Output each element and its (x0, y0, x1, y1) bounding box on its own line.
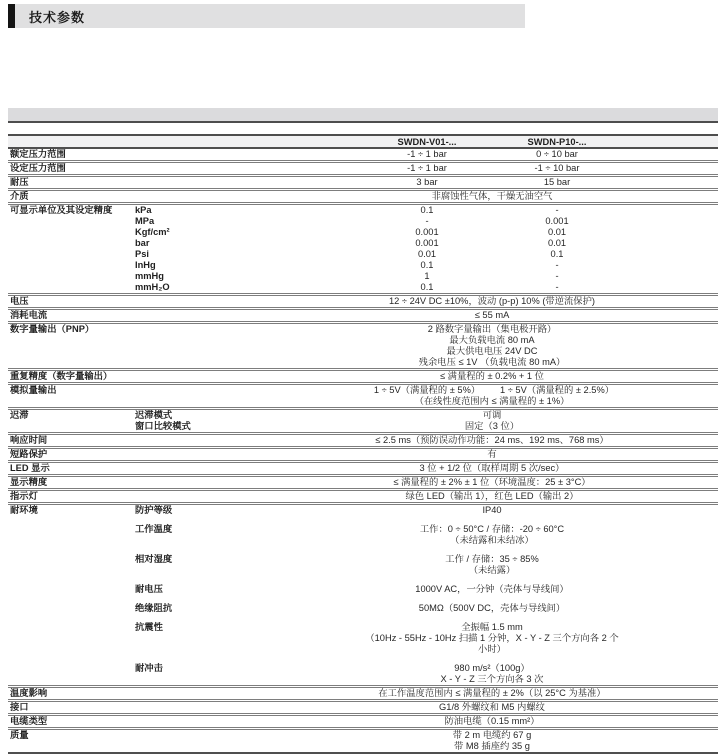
sub-row (135, 716, 718, 727)
value-line: 980 m/s²（100g） (454, 663, 530, 673)
value-span (362, 310, 622, 321)
sub-row (135, 296, 718, 307)
row-values (135, 491, 718, 502)
value-span (362, 716, 622, 727)
value-line: IP40 (482, 505, 502, 515)
row-values (135, 385, 718, 407)
sub-row (135, 238, 718, 249)
value-span (362, 524, 622, 546)
row-sublabel: 耐冲击 (135, 663, 163, 673)
sub-row (135, 603, 718, 614)
row-label: 介质 (10, 191, 29, 201)
value-cell: - (555, 282, 559, 292)
table-row (8, 688, 718, 702)
value-cell: -1 ÷ 1 bar (407, 149, 447, 159)
row-values (135, 730, 718, 752)
row-sublabel: mmH₂O (135, 282, 170, 292)
value-line: X - Y - Z 三个方向各 3 次 (440, 674, 544, 684)
row-values (135, 205, 718, 293)
table-row (8, 205, 718, 296)
value-cell: 1 ÷ 5V（满量程的 ± 5%） (373, 385, 481, 395)
row-label: 短路保护 (10, 449, 48, 459)
row-sublabel: 工作温度 (135, 524, 173, 534)
table-row (8, 191, 718, 205)
row-values (135, 163, 718, 174)
table-row (8, 149, 718, 163)
table-row (8, 410, 718, 435)
row-sublabel: 迟滞模式 (135, 410, 173, 420)
row-values (135, 505, 718, 685)
value-line: 防油电缆（0.15 mm²） (444, 716, 540, 726)
row-values (135, 702, 718, 713)
sub-row (135, 163, 718, 174)
row-label: 电缆类型 (10, 716, 48, 726)
sub-row (135, 385, 718, 407)
value-span (362, 603, 622, 614)
value-line: （在线性度范围内 ≤ 满量程的 ± 1%） (414, 396, 570, 406)
value-line: 有 (487, 449, 497, 459)
value-cell: 0.1 (550, 249, 564, 259)
value-cell: 0.1 (420, 260, 434, 270)
row-label: 重复精度（数字量输出） (10, 371, 113, 381)
value-cell: 0.001 (415, 227, 439, 237)
row-label: 耐环境 (10, 505, 38, 515)
spec-table-body (8, 149, 718, 754)
sub-row (135, 477, 718, 488)
value-span (362, 505, 622, 516)
sub-row (135, 227, 718, 238)
row-label: 消耗电流 (10, 310, 48, 320)
value-line: ≤ 满量程的 ± 0.2% + 1 位 (440, 371, 544, 381)
table-row (8, 385, 718, 410)
sub-row (135, 421, 718, 432)
value-cell: -1 ÷ 10 bar (534, 163, 580, 173)
table-row (8, 463, 718, 477)
value-cell: 15 bar (543, 177, 571, 187)
sub-row (135, 410, 718, 421)
value-line: 1000V AC，一分钟（壳体与导线间） (415, 584, 569, 594)
sub-row (135, 554, 718, 576)
table-header-row (8, 136, 718, 149)
sub-row (135, 260, 718, 271)
row-sublabel: 窗口比较模式 (135, 421, 191, 431)
value-span (362, 191, 622, 202)
sub-row (135, 688, 718, 699)
table-row (8, 449, 718, 463)
row-sublabel: Psi (135, 249, 149, 259)
row-values (135, 191, 718, 202)
row-sublabel: 绝缘阻抗 (135, 603, 173, 613)
title-accent-bar (8, 4, 15, 28)
value-line: 工作：0 ÷ 50°C / 存储：-20 ÷ 60°C (419, 524, 565, 534)
value-span (362, 410, 622, 421)
sub-row (135, 524, 718, 546)
value-span (362, 296, 622, 307)
value-line: 12 ÷ 24V DC ±10%，波动 (p-p) 10% (带逆流保护) (388, 296, 595, 306)
value-span (362, 622, 622, 655)
sub-row (135, 449, 718, 460)
row-label: 指示灯 (10, 491, 38, 501)
value-cell: - (555, 260, 559, 270)
value-line: 最大供电电压 24V DC (446, 346, 538, 356)
section-title-bar (8, 4, 525, 28)
value-line: 全振幅 1.5 mm (461, 622, 523, 632)
row-values (135, 716, 718, 727)
sub-row (135, 216, 718, 227)
row-label: 接口 (10, 702, 29, 712)
row-label: 可显示单位及其设定精度 (10, 205, 113, 215)
value-span (362, 554, 622, 576)
row-sublabel: bar (135, 238, 150, 248)
value-span (362, 491, 622, 502)
sub-row (135, 435, 718, 446)
sub-row (135, 663, 718, 685)
column-header-model-1: SWDN-V01-... (397, 137, 457, 147)
row-values (135, 177, 718, 188)
value-line: 残余电压 ≤ 1V （负载电流 80 mA） (418, 357, 566, 367)
title-background (15, 4, 525, 28)
spec-table (8, 134, 718, 754)
table-row (8, 477, 718, 491)
table-row (8, 177, 718, 191)
table-row (8, 730, 718, 754)
value-span (362, 702, 622, 713)
value-span (362, 371, 622, 382)
sub-row (135, 191, 718, 202)
row-label: 响应时间 (10, 435, 48, 445)
value-cell: - (555, 205, 559, 215)
row-values (135, 410, 718, 432)
row-sublabel: 相对湿度 (135, 554, 173, 564)
row-label: 温度影响 (10, 688, 48, 698)
sub-row (135, 371, 718, 382)
value-line: （未结露） (468, 565, 516, 575)
row-values (135, 296, 718, 307)
row-label: 耐压 (10, 177, 29, 187)
sub-row (135, 324, 718, 368)
table-row (8, 324, 718, 371)
value-line: G1/8 外螺纹和 M5 内螺纹 (439, 702, 545, 712)
column-header-model-2: SWDN-P10-... (527, 137, 587, 147)
table-top-strip (8, 108, 718, 123)
table-row (8, 702, 718, 716)
row-label: 迟滞 (10, 410, 29, 420)
value-cell: - (425, 216, 429, 226)
value-line: ≤ 55 mA (474, 310, 510, 320)
value-span (362, 421, 622, 432)
row-label: 数字量输出（PNP） (10, 324, 95, 334)
table-row (8, 310, 718, 324)
row-sublabel: 抗震性 (135, 622, 163, 632)
value-line: 最大负载电流 80 mA (449, 335, 535, 345)
row-sublabel: Kgf/cm² (135, 227, 170, 237)
header-spacer (8, 136, 362, 149)
row-values (135, 449, 718, 460)
row-label: 显示精度 (10, 477, 48, 487)
value-line: 绿色 LED（输出 1），红色 LED（输出 2） (405, 491, 579, 501)
row-sublabel: 耐电压 (135, 584, 163, 594)
value-cell: 1 (424, 271, 430, 281)
value-line: 2 路数字量输出（集电极开路） (427, 324, 557, 334)
value-span (362, 477, 622, 488)
value-cell: -1 ÷ 1 bar (407, 163, 447, 173)
row-values (135, 463, 718, 474)
table-row (8, 163, 718, 177)
sub-row (135, 249, 718, 260)
sub-row (135, 584, 718, 595)
value-cell: 0 ÷ 10 bar (536, 149, 578, 159)
value-line: 可调 (482, 410, 502, 420)
table-row (8, 716, 718, 730)
value-span (362, 435, 622, 446)
value-line: 在工作温度范围内 ≤ 满量程的 ± 2%（以 25°C 为基准） (378, 688, 606, 698)
value-span (362, 396, 622, 407)
row-sublabel: mmHg (135, 271, 164, 281)
value-cell: 3 bar (416, 177, 438, 187)
sub-row (135, 282, 718, 293)
value-line: （未结露和未结冰） (450, 535, 534, 545)
row-sublabel: 防护等级 (135, 505, 173, 515)
row-values (135, 371, 718, 382)
sub-row (135, 310, 718, 321)
value-line: 工作 / 存储：35 ÷ 85% (445, 554, 539, 564)
value-span (362, 584, 622, 595)
value-span (362, 730, 622, 752)
row-label: 设定压力范围 (10, 163, 66, 173)
sub-row (135, 177, 718, 188)
row-values (135, 477, 718, 488)
sub-row (135, 491, 718, 502)
sub-row (135, 271, 718, 282)
table-row (8, 505, 718, 688)
value-line: ≤ 2.5 ms（预防误动作功能：24 ms、192 ms、768 ms） (375, 435, 609, 445)
sub-row (135, 702, 718, 713)
table-row (8, 371, 718, 385)
value-cell: 0.001 (545, 216, 569, 226)
row-values (135, 688, 718, 699)
sub-row (135, 505, 718, 516)
value-cell: - (555, 271, 559, 281)
value-cell: 0.1 (420, 282, 434, 292)
sub-row (135, 730, 718, 752)
value-cell: 1 ÷ 5V（满量程的 ± 2.5%） (499, 385, 615, 395)
row-values (135, 435, 718, 446)
sub-row (135, 463, 718, 474)
row-sublabel: kPa (135, 205, 152, 215)
value-cell: 0.001 (415, 238, 439, 248)
header-filler (622, 136, 718, 149)
sub-row (135, 622, 718, 655)
sub-row (135, 149, 718, 160)
value-cell: 0.01 (417, 249, 437, 259)
sub-row (135, 205, 718, 216)
row-sublabel: MPa (135, 216, 155, 226)
value-line: 非腐蚀性气体，干燥无油空气 (431, 191, 553, 201)
value-span (362, 463, 622, 474)
value-line: ≤ 满量程的 ± 2% ± 1 位（环境温度：25 ± 3°C） (393, 477, 591, 487)
value-cell: 0.01 (547, 227, 567, 237)
value-line: 3 位 + 1/2 位（取样周期 5 次/sec） (419, 463, 565, 473)
value-line: 50MΩ（500V DC，壳体与导线间） (418, 603, 566, 613)
row-values (135, 324, 718, 368)
page-title: 技术参数 (29, 9, 86, 25)
value-line: 固定（3 位） (464, 421, 520, 431)
row-label: 质量 (10, 730, 29, 740)
value-line: （10Hz - 55Hz - 10Hz 扫描 1 分钟，X - Y - Z 三个方向各 2 个小时） (365, 633, 619, 654)
row-label: 电压 (10, 296, 29, 306)
row-values (135, 149, 718, 160)
value-cell: 0.1 (420, 205, 434, 215)
table-row (8, 491, 718, 505)
value-cell: 0.01 (547, 238, 567, 248)
value-span (362, 324, 622, 368)
value-span (362, 688, 622, 699)
value-span (362, 663, 622, 685)
row-label: LED 显示 (10, 463, 50, 473)
value-line: 带 M8 插座约 35 g (454, 741, 530, 751)
table-row (8, 296, 718, 310)
row-values (135, 310, 718, 321)
value-line: 带 2 m 电缆约 67 g (452, 730, 532, 740)
table-row (8, 435, 718, 449)
value-span (362, 449, 622, 460)
row-label: 额定压力范围 (10, 149, 66, 159)
row-label: 模拟量输出 (10, 385, 57, 395)
row-sublabel: InHg (135, 260, 156, 270)
